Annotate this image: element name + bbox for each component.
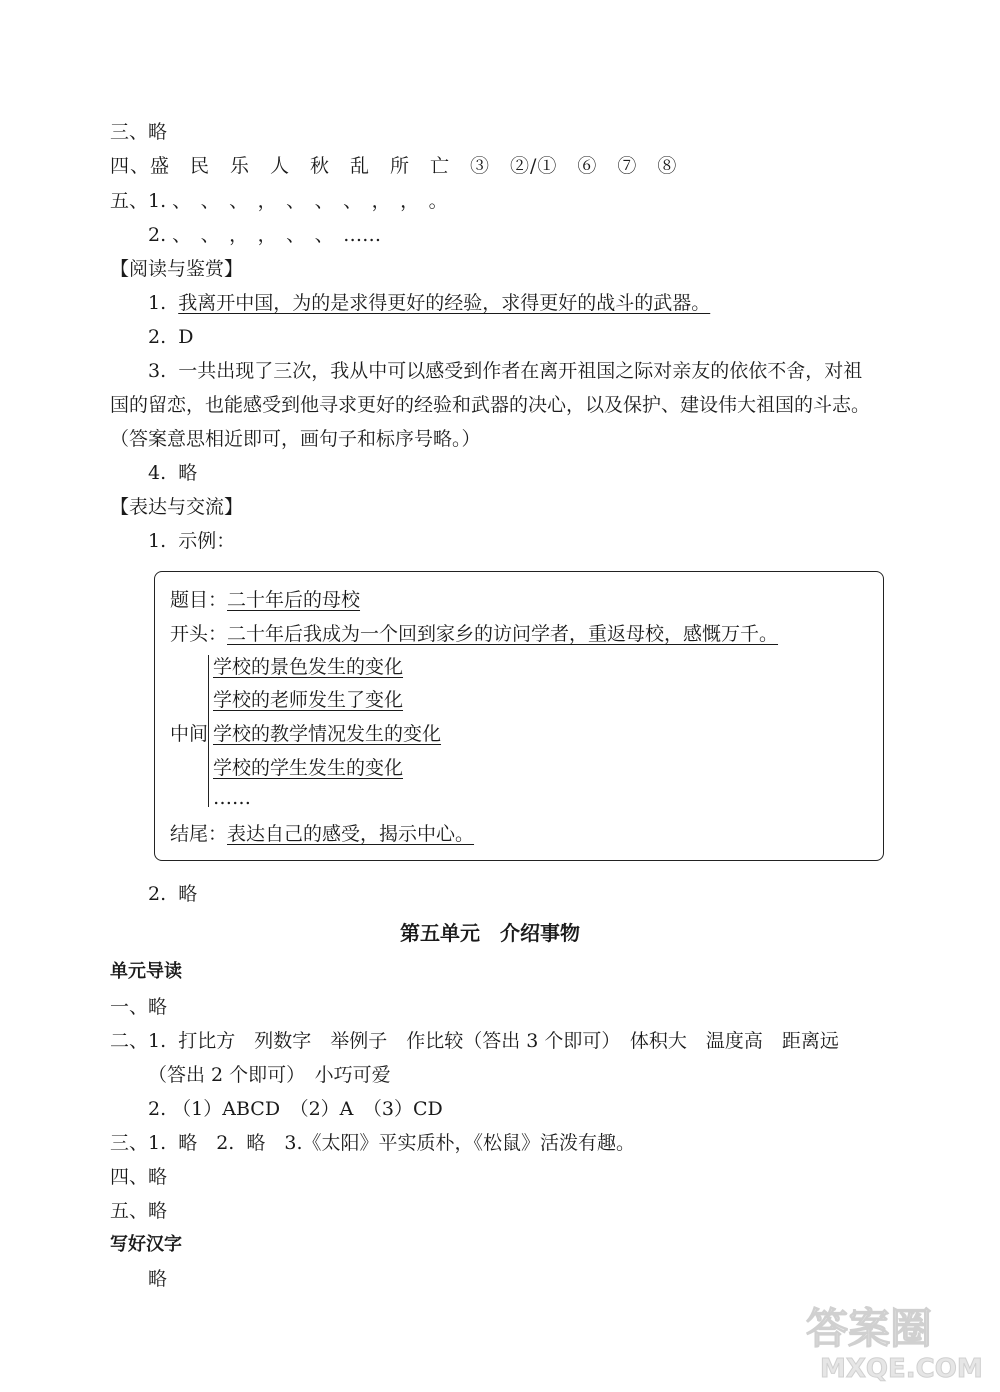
expression-answer-1: 1. 示例： (148, 530, 236, 552)
outline-middle-label: 中间 (170, 723, 209, 745)
section-reading-title: 【阅读与鉴赏】 (110, 258, 244, 280)
outline-title-text: 二十年后的母校 (227, 589, 361, 611)
outline-middle-item: 学校的老师发生了变化 (213, 689, 404, 711)
outline-open-label: 开头： (170, 623, 228, 645)
outline-end-label: 结尾： (170, 823, 228, 845)
answer-line-4: 四、盛 民 乐 人 秋 乱 所 亡 ③ ②/① ⑥ ⑦ ⑧ (110, 155, 678, 177)
reading-answer-1-num: 1. (148, 292, 179, 314)
guide-answer-4: 四、略 (110, 1166, 168, 1188)
outline-title-row (170, 588, 360, 612)
outline-title-label: 题目： (170, 589, 228, 611)
reading-answer-3-note: （答案意思相近即可，画句子和标序号略。） (110, 428, 481, 450)
outline-end-row (170, 822, 474, 846)
watermark-text: 答案圈 (806, 1304, 933, 1353)
reading-answer-3-line2: 国的留恋，也能感受到他寻求更好的经验和武器的决心，以及保护、建设伟大祖国的斗志。 (110, 394, 871, 416)
outline-middle-more: …… (213, 787, 251, 809)
reading-answer-2: 2. D (148, 326, 194, 348)
answer-line-5-1: 五、1. 、 、 、 ， 、 、 、 ， ， 。 (110, 190, 448, 212)
outline-end-text: 表达自己的感受，揭示中心。 (227, 823, 475, 845)
watermark-logo (800, 1295, 985, 1385)
unit-guide-title: 单元导读 (110, 961, 182, 982)
guide-answer-3: 三、1. 略 2. 略 3.《太阳》平实质朴，《松鼠》活泼有趣。 (110, 1132, 636, 1154)
expression-answer-2: 2. 略 (148, 883, 198, 905)
outline-middle-item: 学校的景色发生的变化 (213, 656, 404, 678)
guide-answer-2-1: 二、1. 打比方 列数字 举例子 作比较（答出 3 个即可） 体积大 温度高 距离远 (110, 1030, 839, 1052)
answer-line-5-2: 2. 、 、 ， ， 、 、 …… (148, 224, 382, 246)
outline-open-row (170, 622, 778, 646)
write-hanzi-title: 写好汉字 (110, 1234, 182, 1255)
outline-middle-item: 学校的教学情况发生的变化 (213, 723, 442, 745)
answer-line-3: 三、略 (110, 121, 168, 143)
unit-heading: 第五单元 介绍事物 (400, 921, 580, 945)
outline-box (154, 571, 884, 861)
guide-answer-5: 五、略 (110, 1200, 168, 1222)
outline-middle-item: 学校的学生发生的变化 (213, 757, 404, 779)
section-expression-title: 【表达与交流】 (110, 496, 244, 518)
write-hanzi-answer: 略 (148, 1268, 168, 1290)
reading-answer-1-text: 我离开中国，为的是求得更好的经验，求得更好的战斗的武器。 (178, 292, 711, 314)
outline-open-text: 二十年后我成为一个回到家乡的访问学者，重返母校，感慨万千。 (227, 623, 779, 645)
guide-answer-1: 一、略 (110, 996, 168, 1018)
guide-answer-2-1-cont: （答出 2 个即可） 小巧可爱 (148, 1064, 391, 1086)
reading-answer-1 (148, 291, 710, 315)
guide-answer-2-2: 2. （1）ABCD （2）A （3）CD (148, 1098, 443, 1120)
reading-answer-4: 4. 略 (148, 462, 198, 484)
outline-brace (208, 655, 209, 807)
reading-answer-3-line1: 3. 一共出现了三次，我从中可以感受到作者在离开祖国之际对亲友的依依不舍，对祖 (148, 360, 863, 382)
watermark-url: MXQE.COM (820, 1354, 983, 1384)
